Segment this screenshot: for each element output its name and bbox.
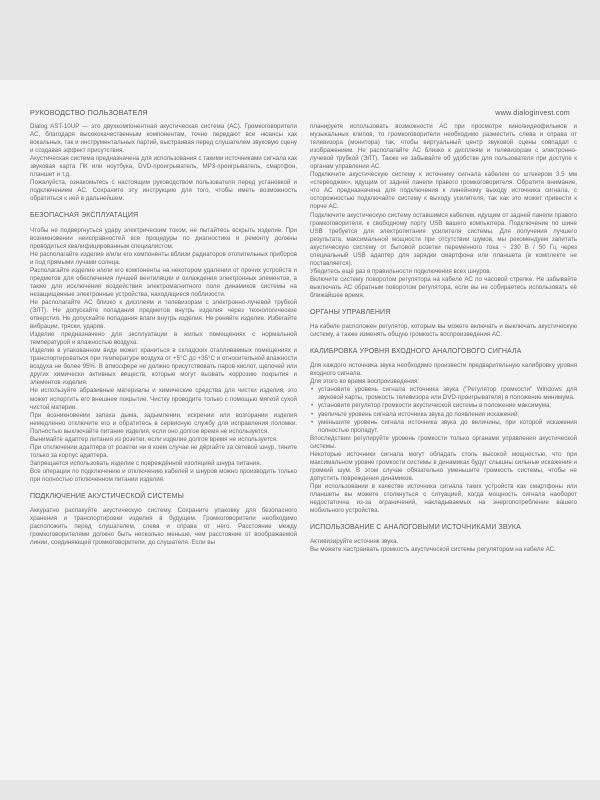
list-item: • установите уровень сигнала источника звука ("Регулятор громкости" Windows для звуковой карты, громкость телевизора или DVD-проигрывателя) в положение минимума. (310, 386, 577, 402)
left-column (30, 123, 297, 547)
safety-paragraph: Не располагайте АС близко к дисплеям и телевизорам с электронно-лучевой трубкой (ЭЛТ). Не допускайте попадания предметов внутрь изделия через технологические отверстия. Не допускайте попадания влаги внутрь изделия. Не роняйте изделие. Избегайте вибрации, тряски, ударов. (30, 298, 297, 331)
analog-paragraph: Вы можете настраивать громкость акустической системы регулятором на кабеле АС. (310, 546, 556, 554)
connection-paragraph: Убедитесь ещё раз в правильности подключения всех шнуров. (310, 267, 492, 275)
safety-paragraph: Вынимайте адаптер питания из розетки, если изделие долгое время не используется. (30, 435, 278, 443)
section-heading-analog: ИСПОЛЬЗОВАНИЕ С АНАЛОГОВЫМИ ИСТОЧНИКАМИ ЗВУКА (310, 524, 521, 532)
calibration-paragraph: При использовании в качестве источника сигнала таких устройств как смартфоны или планшеты вы можете столкнуться с ситуацией, когда мощность сигнала наоборот недостаточна из-за ограничений, накладываемых на энергопотребление вашего мобильного устройства. (310, 482, 577, 515)
section-heading-controls: ОРГАНЫ УПРАВЛЕНИЯ (310, 309, 391, 317)
safety-paragraph: Чтобы не подвергнуться удару электрическим током, не пытайтесь вскрыть изделие. При возникновении неисправностей все процедуры по диагностике и ремонту должны проводиться квалифицированным специалистом. (30, 226, 297, 250)
safety-paragraph: Располагайте изделие и/или его компоненты на некотором удалении от прочих устройств и предметов для обеспечения лучшей вентиляции и охлаждения электронных элементов, а также для исключения воздействия электромагнитного поля динамиков системы на незащищенные электронные устройства, находящиеся поблизости. (30, 266, 297, 298)
connection-paragraph: Аккуратно распакуйте акустическую систему. Сохраните упаковку для безопасного хранения и транспортировки изделия в будущем. Громкоговорители необходимо расположить перед слушателем, слева и справа от него. Расстояние между громкоговорителями должно быть несколько меньше, чем расстояние от воображаемой линии, соединяющей громкоговорители, до слушателя. Если вы (30, 507, 297, 547)
calibration-paragraph: Для этого во время воспроизведения: (310, 378, 420, 386)
intro-paragraph: Акустическая система предназначена для использования с такими источниками сигнала как звуковая карта ПК или ноутбука, DVD-проигрыватель, MP3-проигрыватель, смартфон, планшет и т.д. (30, 155, 297, 179)
connection-paragraph: планируете использовать возможности АС при просмотре кино/видеофильмов и музыкальных клипов, то громкоговорители необходимо разместить слева и справа от телевизора (монитора) так, чтобы виртуальный центр звуковой сцены совпадал с изображением. Не располагайте АС близко к дисплеям и телевизорам с электронно-лучевой трубкой (ЭЛТ). Также не забывайте об удобстве для пользователя при доступе к органам управления АС. (310, 123, 577, 171)
list-item: • установите регулятор громкости акустической системы в положение максимума; (310, 402, 577, 410)
connection-paragraph: Подключите акустическую систему оставшимся кабелем, идущим от задней панели правого громкоговорителя, к свободному порту USB вашего компьютера. Подключение по шине USB требуется для электропитания усилителя системы. Для получения лучшего результата, максимальной мощности при отсутствии шумов, мы рекомендуем запитать акустическую систему от бытовой розетки переменного тока ~ 230 В / 50 Гц через специальный USB адаптер для зарядки смартфона или планшета (в комплекте не поставляется). (310, 211, 577, 267)
safety-paragraph: При возникновении запаха дыма, задымлении, искрении или возгорании изделия немедленно отключите его и обратитесь в сервисную службу для исправления поломки. Полностью выключайте питание изделия, если оно долгое время не используется. (30, 411, 297, 435)
page-header (30, 108, 570, 117)
calibration-steps-list (310, 386, 577, 434)
connection-paragraph: Включите систему поворотом регулятора на кабеле АС по часовой стрелке. Не забывайте выключать АС обратным поворотом регулятора, если вы не собираетесь использовать её ближайшее время. (310, 275, 577, 299)
intro-paragraph: Пожалуйста, ознакомьтесь с настоящим руководством пользователя перед установкой и подключением АС. Сохраните эту инструкцию для того, чтобы иметь возможность обратиться к ней в дальнейшем. (30, 179, 297, 203)
list-item: • уменьшите уровень сигнала источника звука до величины, при которой искажения полностью пропадут. (310, 419, 577, 435)
safety-paragraph: Изделие в упакованном виде может храниться в складских отапливаемых помещениях и транспортироваться при температуре воздуха от +5°С до +35°С и относительной влажности воздуха не более 95%. В атмосфере не должно присутствовать паров кислот, щелочей или других химически активных веществ, которые могут вызвать коррозию покрытия и элементов изделия. (30, 347, 297, 387)
section-heading-calibration: КАЛИБРОВКА УРОВНЯ ВХОДНОГО АНАЛОГОВОГО СИГНАЛА (310, 348, 522, 356)
list-item: • увеличьте уровень сигнала источника звука до появления искажений; (310, 411, 577, 419)
calibration-paragraph: Впоследствии регулируйте уровень громкости только органами управления акустической системы. (310, 434, 577, 450)
connection-paragraph: Подключите акустическую систему к источнику сигнала кабелем со штекером 3.5 мм «стереоджек», идущим от задней панели правого громкоговорителя. Обратите внимание, что АС предназначена для подключения к линейному выходу источника сигнала, с осторожностью подключайте систему к выходу усилителя, так как это может привести к порче АС. (310, 171, 577, 211)
intro-paragraph: Dialog AST-10UP — это двухкомпонентная акустическая система (АС). Громкоговорители АС, благодаря высококачественным компонентам, точно передают все нюансы как вокальных, так и инструментальных партий, выстраивая перед слушателем звуковую сцену и создавая эффект присутствия. (30, 123, 297, 155)
document-title: РУКОВОДСТВО ПОЛЬЗОВАТЕЛЯ (30, 108, 148, 117)
safety-paragraph: Запрещается использовать изделие с повреждённой изоляцией шнура питания. (30, 459, 262, 467)
website-link[interactable]: www.dialoginvest.com (495, 108, 570, 117)
controls-paragraph: На кабеле расположен регулятор, которым вы можете включать и выключать акустическую систему, а также изменять общую громкость воспроизведения АС. (310, 323, 577, 339)
safety-paragraph: Изделие предназначено для эксплуатации в жилых помещениях с нормальной температурой и влажностью воздуха. (30, 331, 297, 347)
section-heading-connection: ПОДКЛЮЧЕНИЕ АКУСТИЧЕСКОЙ СИСТЕМЫ (30, 493, 184, 501)
analog-paragraph: Активизируйте источник звука. (310, 538, 399, 546)
safety-paragraph: Не располагайте изделие и/или его компоненты вблизи радиаторов отопительных приборов и под прямыми лучами солнца. (30, 250, 297, 266)
section-heading-safety: БЕЗОПАСНАЯ ЭКСПЛУАТАЦИЯ (30, 212, 139, 220)
safety-paragraph: При отключении адаптера от розетки ни в коем случае не дёргайте за сетевой шнур, тяните только за корпус адаптера. (30, 443, 297, 459)
calibration-paragraph: Некоторые источники сигнала могут обладать столь высокой мощностью, что при максимальном уровне громкости системы в динамиках будут слышны сильные искажения и громкий шум. В этом случае обязательно уменьшите громкость системы, чтобы не допустить повреждения динамиков. (310, 450, 577, 482)
safety-paragraph: Все операции по подключению и отключению кабелей и шнуров можно производить только при полностью отключенном питании изделия. (30, 467, 297, 483)
right-column (310, 123, 577, 554)
safety-paragraph: Не используйте абразивные материалы и химические средства для чистки изделия, это может испортить его внешнее покрытие. Чистку проводите только с помощью мягкой сухой чистой материи. (30, 387, 297, 411)
calibration-paragraph: Для каждого источника звука необходимо произвести предварительную калибровку уровня входного сигнала. (310, 362, 577, 378)
